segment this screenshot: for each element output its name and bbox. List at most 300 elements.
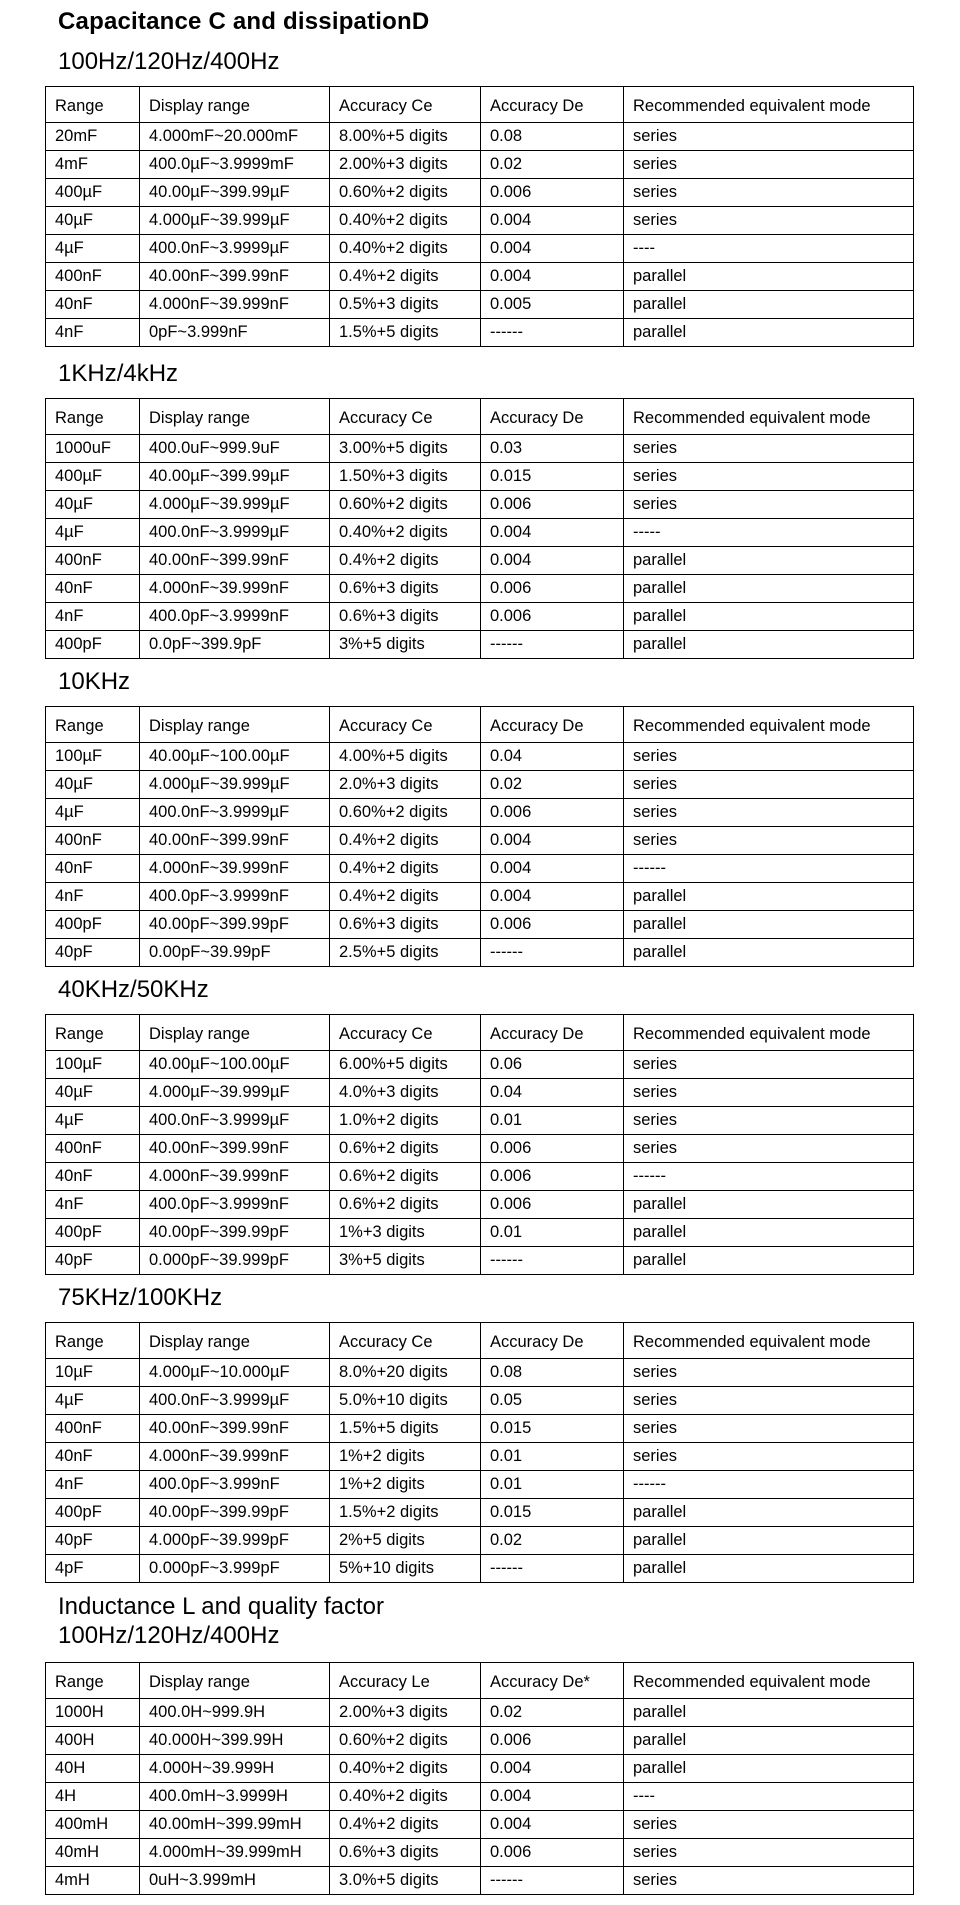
- table-cell: series: [624, 1359, 914, 1387]
- table-cell: series: [624, 435, 914, 463]
- table-cell: series: [624, 207, 914, 235]
- table-cell: 0.60%+2 digits: [330, 799, 481, 827]
- table-cell: 1.5%+2 digits: [330, 1499, 481, 1527]
- table-row: [46, 123, 914, 151]
- table-cell: series: [624, 1387, 914, 1415]
- table-cell: 1.5%+5 digits: [330, 1415, 481, 1443]
- table-cell: 400.0nF~3.9999µF: [140, 519, 330, 547]
- table-row: [46, 1387, 914, 1415]
- table-cell: 0.01: [481, 1107, 624, 1135]
- table-cell: 0.005: [481, 291, 624, 319]
- table-cell: parallel: [624, 547, 914, 575]
- table-cell: 0.6%+3 digits: [330, 575, 481, 603]
- column-header: Accuracy De*: [481, 1663, 624, 1699]
- spec-table: [45, 1662, 914, 1895]
- table-cell: 4.000H~39.999H: [140, 1755, 330, 1783]
- table-cell: 400nF: [46, 1415, 140, 1443]
- table-row: [46, 435, 914, 463]
- table-cell: 4µF: [46, 1107, 140, 1135]
- table-cell: 0.40%+2 digits: [330, 519, 481, 547]
- table-cell: 400.0nF~3.9999µF: [140, 1107, 330, 1135]
- table-cell: 400.0pF~3.9999nF: [140, 603, 330, 631]
- table-cell: 0.004: [481, 263, 624, 291]
- table-cell: 0.02: [481, 1527, 624, 1555]
- table-cell: 40.00mH~399.99mH: [140, 1811, 330, 1839]
- table-cell: series: [624, 827, 914, 855]
- table-cell: 4nF: [46, 319, 140, 347]
- table-cell: 0.006: [481, 491, 624, 519]
- table-cell: 400.0pF~3.9999nF: [140, 883, 330, 911]
- table-cell: parallel: [624, 1699, 914, 1727]
- table-cell: series: [624, 799, 914, 827]
- table-cell: parallel: [624, 1499, 914, 1527]
- table-row: [46, 911, 914, 939]
- table-cell: 40pF: [46, 939, 140, 967]
- table-row: [46, 799, 914, 827]
- spec-table: [45, 706, 914, 967]
- table-cell: 40µF: [46, 1079, 140, 1107]
- table-cell: 0.006: [481, 1727, 624, 1755]
- column-header: Accuracy Ce: [330, 1323, 481, 1359]
- table-cell: 4.000µF~39.999µF: [140, 1079, 330, 1107]
- table-cell: 0.004: [481, 827, 624, 855]
- table-cell: 4.00%+5 digits: [330, 743, 481, 771]
- table-cell: 4pF: [46, 1555, 140, 1583]
- table-cell: 8.00%+5 digits: [330, 123, 481, 151]
- table-cell: 0.015: [481, 1499, 624, 1527]
- table-cell: 0.004: [481, 519, 624, 547]
- table-cell: 0.60%+2 digits: [330, 491, 481, 519]
- section-heading-line: 75KHz/100KHz: [58, 1284, 223, 1311]
- column-header: Display range: [140, 399, 330, 435]
- table-row: [46, 1051, 914, 1079]
- table-cell: ------: [624, 855, 914, 883]
- table-cell: 40.00nF~399.99nF: [140, 1135, 330, 1163]
- table-cell: 0.000pF~39.999pF: [140, 1247, 330, 1275]
- table-cell: 400nF: [46, 827, 140, 855]
- table-cell: 0.02: [481, 151, 624, 179]
- table-cell: 0.004: [481, 1755, 624, 1783]
- table-cell: 4µF: [46, 799, 140, 827]
- table-cell: 0.004: [481, 235, 624, 263]
- table-cell: 0.4%+2 digits: [330, 827, 481, 855]
- table-cell: 400H: [46, 1727, 140, 1755]
- table-cell: 0.40%+2 digits: [330, 235, 481, 263]
- table-cell: 0.4%+2 digits: [330, 855, 481, 883]
- table-cell: parallel: [624, 1191, 914, 1219]
- table-cell: 400.0H~999.9H: [140, 1699, 330, 1727]
- table-cell: -----: [624, 519, 914, 547]
- section-heading: [58, 976, 209, 1004]
- table-cell: ------: [624, 1471, 914, 1499]
- table-row: [46, 1135, 914, 1163]
- column-header: Recommended equivalent mode: [624, 399, 914, 435]
- table-cell: parallel: [624, 1555, 914, 1583]
- table-cell: parallel: [624, 911, 914, 939]
- table-cell: 400.0nF~3.9999µF: [140, 799, 330, 827]
- table-cell: 40.00µF~100.00µF: [140, 743, 330, 771]
- table-cell: parallel: [624, 939, 914, 967]
- table-cell: 400nF: [46, 263, 140, 291]
- table-cell: 0.6%+3 digits: [330, 1839, 481, 1867]
- table-cell: 0.02: [481, 1699, 624, 1727]
- table-cell: 40H: [46, 1755, 140, 1783]
- table-cell: series: [624, 1135, 914, 1163]
- table-cell: 5.0%+10 digits: [330, 1387, 481, 1415]
- table-cell: 0.03: [481, 435, 624, 463]
- table-cell: 0.006: [481, 1135, 624, 1163]
- table-cell: 40.00nF~399.99nF: [140, 827, 330, 855]
- table-cell: 0.004: [481, 883, 624, 911]
- table-cell: 3%+5 digits: [330, 1247, 481, 1275]
- table-cell: 4.000nF~39.999nF: [140, 575, 330, 603]
- column-header: Range: [46, 707, 140, 743]
- table-row: [46, 1699, 914, 1727]
- table-row: [46, 1079, 914, 1107]
- table-cell: ----: [624, 235, 914, 263]
- table-cell: 40.000H~399.99H: [140, 1727, 330, 1755]
- table-cell: 400nF: [46, 547, 140, 575]
- table-cell: 0.006: [481, 911, 624, 939]
- table-cell: 400.0µF~3.9999mF: [140, 151, 330, 179]
- table-cell: 40nF: [46, 1443, 140, 1471]
- table-cell: series: [624, 1867, 914, 1895]
- table-cell: 0.4%+2 digits: [330, 1811, 481, 1839]
- section-heading: [58, 1284, 222, 1312]
- table-cell: 8.0%+20 digits: [330, 1359, 481, 1387]
- table-row: [46, 1443, 914, 1471]
- table-cell: ----: [624, 1783, 914, 1811]
- table-cell: 4nF: [46, 883, 140, 911]
- table-cell: parallel: [624, 1527, 914, 1555]
- table-cell: 2.00%+3 digits: [330, 1699, 481, 1727]
- table-cell: parallel: [624, 575, 914, 603]
- column-header: Accuracy De: [481, 1323, 624, 1359]
- table-cell: 0.02: [481, 771, 624, 799]
- table-row: [46, 1727, 914, 1755]
- table-cell: 1000uF: [46, 435, 140, 463]
- table-cell: 4.000µF~39.999µF: [140, 207, 330, 235]
- table-cell: 10µF: [46, 1359, 140, 1387]
- table-cell: 4nF: [46, 1471, 140, 1499]
- table-cell: 100µF: [46, 743, 140, 771]
- table-header-row: [46, 1015, 914, 1051]
- table-cell: 400pF: [46, 631, 140, 659]
- table-cell: 0.006: [481, 799, 624, 827]
- column-header: Range: [46, 399, 140, 435]
- table-cell: series: [624, 771, 914, 799]
- table-cell: 0.01: [481, 1219, 624, 1247]
- table-cell: parallel: [624, 631, 914, 659]
- table-row: [46, 1499, 914, 1527]
- column-header: Display range: [140, 87, 330, 123]
- section-heading-line: 10KHz: [58, 668, 131, 695]
- spec-table: [45, 398, 914, 659]
- table-cell: 0pF~3.999nF: [140, 319, 330, 347]
- table-cell: series: [624, 1079, 914, 1107]
- table-cell: 4.000nF~39.999nF: [140, 1443, 330, 1471]
- table-row: [46, 235, 914, 263]
- table-cell: 0.6%+3 digits: [330, 603, 481, 631]
- table-cell: 400nF: [46, 1135, 140, 1163]
- table-cell: 400.0mH~3.9999H: [140, 1783, 330, 1811]
- table-cell: 4.000nF~39.999nF: [140, 855, 330, 883]
- table-cell: 40µF: [46, 771, 140, 799]
- table-cell: parallel: [624, 319, 914, 347]
- table-cell: 4.0%+3 digits: [330, 1079, 481, 1107]
- column-header: Accuracy Le: [330, 1663, 481, 1699]
- table-cell: 100µF: [46, 1051, 140, 1079]
- table-cell: 0.0pF~399.9pF: [140, 631, 330, 659]
- table-cell: 2%+5 digits: [330, 1527, 481, 1555]
- table-cell: 3.0%+5 digits: [330, 1867, 481, 1895]
- table-cell: 1%+2 digits: [330, 1443, 481, 1471]
- table-cell: 4.000µF~39.999µF: [140, 491, 330, 519]
- table-cell: 400pF: [46, 911, 140, 939]
- table-cell: 40nF: [46, 291, 140, 319]
- table-cell: 0.6%+2 digits: [330, 1135, 481, 1163]
- table-cell: 40.00nF~399.99nF: [140, 547, 330, 575]
- table-cell: 400.0uF~999.9uF: [140, 435, 330, 463]
- table-cell: 0.05: [481, 1387, 624, 1415]
- table-cell: 0.006: [481, 603, 624, 631]
- table-cell: 1%+3 digits: [330, 1219, 481, 1247]
- table-row: [46, 1471, 914, 1499]
- table-row: [46, 1839, 914, 1867]
- table-cell: 40nF: [46, 1163, 140, 1191]
- table-cell: 4µF: [46, 235, 140, 263]
- table-cell: 0.01: [481, 1471, 624, 1499]
- section-heading-line: 1KHz/4kHz: [58, 360, 179, 387]
- table-row: [46, 1555, 914, 1583]
- table-cell: 0.006: [481, 1191, 624, 1219]
- table-cell: 2.5%+5 digits: [330, 939, 481, 967]
- table-cell: parallel: [624, 603, 914, 631]
- table-cell: 0.04: [481, 743, 624, 771]
- table-row: [46, 1359, 914, 1387]
- table-row: [46, 1163, 914, 1191]
- table-cell: 400.0pF~3.9999nF: [140, 1191, 330, 1219]
- table-row: [46, 1867, 914, 1895]
- page-title: Capacitance C and dissipationD: [58, 8, 430, 35]
- table-cell: 0.006: [481, 1839, 624, 1867]
- table-cell: 0.015: [481, 1415, 624, 1443]
- table-row: [46, 855, 914, 883]
- column-header: Recommended equivalent mode: [624, 1015, 914, 1051]
- table-cell: parallel: [624, 1219, 914, 1247]
- table-cell: 1.5%+5 digits: [330, 319, 481, 347]
- table-cell: 40µF: [46, 491, 140, 519]
- table-cell: 0.004: [481, 855, 624, 883]
- table-cell: 4.000µF~39.999µF: [140, 771, 330, 799]
- table-cell: 40.00pF~399.99pF: [140, 1219, 330, 1247]
- section-heading: [58, 668, 130, 696]
- table-cell: 4mF: [46, 151, 140, 179]
- table-cell: 0.08: [481, 1359, 624, 1387]
- table-row: [46, 263, 914, 291]
- table-cell: 400pF: [46, 1499, 140, 1527]
- table-row: [46, 631, 914, 659]
- table-cell: ------: [481, 1867, 624, 1895]
- table-cell: 3.00%+5 digits: [330, 435, 481, 463]
- section-heading: [58, 360, 178, 388]
- column-header: Range: [46, 87, 140, 123]
- table-cell: 0.6%+2 digits: [330, 1163, 481, 1191]
- column-header: Range: [46, 1323, 140, 1359]
- table-header-row: [46, 707, 914, 743]
- table-cell: 1.50%+3 digits: [330, 463, 481, 491]
- table-cell: 6.00%+5 digits: [330, 1051, 481, 1079]
- table-row: [46, 291, 914, 319]
- table-cell: parallel: [624, 1755, 914, 1783]
- table-cell: 4nF: [46, 1191, 140, 1219]
- table-cell: 40.00nF~399.99nF: [140, 263, 330, 291]
- table-row: [46, 939, 914, 967]
- column-header: Recommended equivalent mode: [624, 707, 914, 743]
- table-cell: 4mH: [46, 1867, 140, 1895]
- table-row: [46, 1191, 914, 1219]
- table-cell: 400µF: [46, 179, 140, 207]
- section-heading-line: 40KHz/50KHz: [58, 976, 209, 1003]
- table-row: [46, 1811, 914, 1839]
- table-cell: 0.000pF~3.999pF: [140, 1555, 330, 1583]
- table-cell: 3%+5 digits: [330, 631, 481, 659]
- table-cell: 0.006: [481, 179, 624, 207]
- table-cell: parallel: [624, 1727, 914, 1755]
- table-cell: ------: [481, 939, 624, 967]
- table-row: [46, 491, 914, 519]
- table-cell: 4nF: [46, 603, 140, 631]
- table-cell: 0.01: [481, 1443, 624, 1471]
- table-cell: 0.004: [481, 547, 624, 575]
- table-cell: 0.004: [481, 207, 624, 235]
- table-cell: 40.00pF~399.99pF: [140, 1499, 330, 1527]
- section-heading-line: Inductance L and quality factor: [58, 1593, 384, 1620]
- table-row: [46, 1527, 914, 1555]
- table-cell: 0.6%+2 digits: [330, 1191, 481, 1219]
- table-row: [46, 1783, 914, 1811]
- table-cell: 4µF: [46, 1387, 140, 1415]
- table-cell: series: [624, 179, 914, 207]
- table-cell: 0.004: [481, 1783, 624, 1811]
- table-cell: 400pF: [46, 1219, 140, 1247]
- table-cell: 2.00%+3 digits: [330, 151, 481, 179]
- table-row: [46, 151, 914, 179]
- table-cell: 4.000mF~20.000mF: [140, 123, 330, 151]
- column-header: Display range: [140, 1663, 330, 1699]
- table-cell: 0.06: [481, 1051, 624, 1079]
- table-cell: 0.006: [481, 575, 624, 603]
- table-cell: 0.04: [481, 1079, 624, 1107]
- table-cell: 0.006: [481, 1163, 624, 1191]
- table-cell: 0.4%+2 digits: [330, 883, 481, 911]
- table-cell: 40.00pF~399.99pF: [140, 911, 330, 939]
- column-header: Accuracy Ce: [330, 707, 481, 743]
- table-cell: series: [624, 1443, 914, 1471]
- table-cell: ------: [481, 319, 624, 347]
- table-cell: ------: [481, 631, 624, 659]
- table-cell: 0.5%+3 digits: [330, 291, 481, 319]
- table-row: [46, 1107, 914, 1135]
- section-heading: [58, 48, 279, 76]
- column-header: Accuracy De: [481, 87, 624, 123]
- table-cell: series: [624, 1811, 914, 1839]
- table-cell: 0.60%+2 digits: [330, 1727, 481, 1755]
- table-cell: 0.60%+2 digits: [330, 179, 481, 207]
- table-cell: 0.4%+2 digits: [330, 263, 481, 291]
- table-row: [46, 207, 914, 235]
- table-cell: series: [624, 151, 914, 179]
- table-cell: 4.000µF~10.000µF: [140, 1359, 330, 1387]
- spec-table: [45, 86, 914, 347]
- section-heading-line: 100Hz/120Hz/400Hz: [58, 1622, 280, 1649]
- column-header: Range: [46, 1663, 140, 1699]
- column-header: Display range: [140, 1323, 330, 1359]
- table-row: [46, 1247, 914, 1275]
- table-cell: series: [624, 1415, 914, 1443]
- column-header: Recommended equivalent mode: [624, 1663, 914, 1699]
- table-cell: 40.00µF~100.00µF: [140, 1051, 330, 1079]
- section-heading: [58, 1593, 384, 1650]
- table-cell: 0.4%+2 digits: [330, 547, 481, 575]
- column-header: Accuracy Ce: [330, 1015, 481, 1051]
- table-row: [46, 319, 914, 347]
- column-header: Accuracy Ce: [330, 399, 481, 435]
- table-cell: 0.40%+2 digits: [330, 1755, 481, 1783]
- table-header-row: [46, 87, 914, 123]
- table-cell: 4.000nF~39.999nF: [140, 1163, 330, 1191]
- table-cell: series: [624, 1107, 914, 1135]
- table-cell: parallel: [624, 291, 914, 319]
- table-cell: parallel: [624, 883, 914, 911]
- table-row: [46, 1415, 914, 1443]
- table-row: [46, 603, 914, 631]
- table-cell: 0.015: [481, 463, 624, 491]
- table-cell: 40.00µF~399.99µF: [140, 463, 330, 491]
- table-cell: 40.00µF~399.99µF: [140, 179, 330, 207]
- table-cell: 0uH~3.999mH: [140, 1867, 330, 1895]
- table-cell: 40nF: [46, 855, 140, 883]
- table-row: [46, 547, 914, 575]
- section-heading-line: 100Hz/120Hz/400Hz: [58, 48, 280, 75]
- table-cell: 0.40%+2 digits: [330, 207, 481, 235]
- column-header: Accuracy De: [481, 399, 624, 435]
- table-cell: series: [624, 1051, 914, 1079]
- column-header: Range: [46, 1015, 140, 1051]
- table-cell: series: [624, 463, 914, 491]
- table-cell: 4.000nF~39.999nF: [140, 291, 330, 319]
- table-cell: 400.0pF~3.999nF: [140, 1471, 330, 1499]
- table-cell: series: [624, 123, 914, 151]
- table-cell: 400µF: [46, 463, 140, 491]
- table-cell: 1000H: [46, 1699, 140, 1727]
- table-cell: 1.0%+2 digits: [330, 1107, 481, 1135]
- table-cell: 40.00nF~399.99nF: [140, 1415, 330, 1443]
- table-row: [46, 771, 914, 799]
- column-header: Accuracy De: [481, 707, 624, 743]
- table-header-row: [46, 1323, 914, 1359]
- table-cell: ------: [481, 1247, 624, 1275]
- table-header-row: [46, 1663, 914, 1699]
- table-cell: 5%+10 digits: [330, 1555, 481, 1583]
- table-cell: 1%+2 digits: [330, 1471, 481, 1499]
- table-cell: 2.0%+3 digits: [330, 771, 481, 799]
- table-cell: 0.6%+3 digits: [330, 911, 481, 939]
- table-row: [46, 575, 914, 603]
- table-cell: series: [624, 1839, 914, 1867]
- table-cell: 40pF: [46, 1527, 140, 1555]
- column-header: Recommended equivalent mode: [624, 1323, 914, 1359]
